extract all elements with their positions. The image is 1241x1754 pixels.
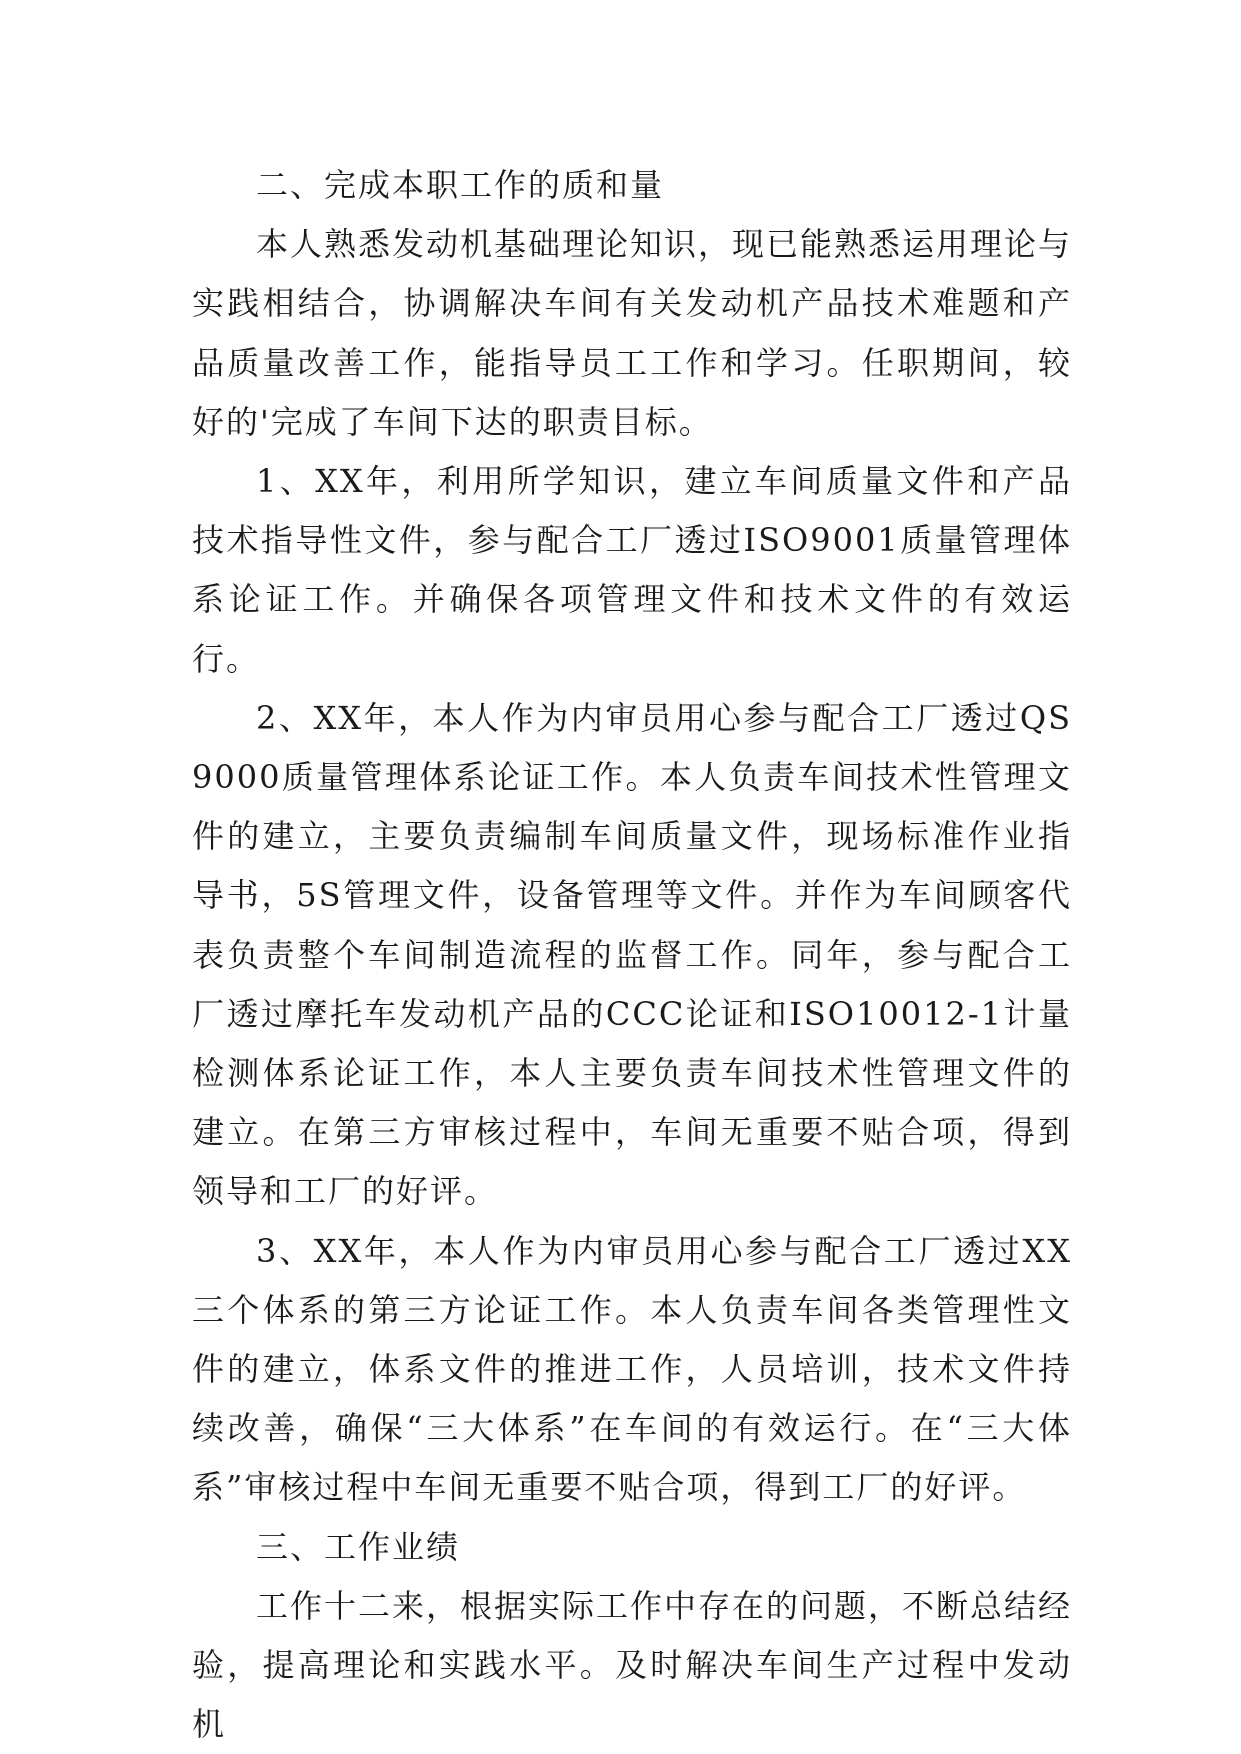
paragraph-item-1: 1、XX年，利用所学知识，建立车间质量文件和产品技术指导性文件，参与配合工厂透过ISO9001质量管理体系论证工作。并确保各项管理文件和技术文件的有效运行。: [192, 462, 1072, 678]
paragraph-achievements: 工作十二来，根据实际工作中存在的问题，不断总结经验，提高理论和实践水平。及时解决车间生产过程中发动机: [192, 1586, 1073, 1744]
paragraph-item-3: 3、XX年，本人作为内审员用心参与配合工厂透过XX三个体系的第三方论证工作。本人负责车间各类管理性文件的建立，体系文件的推进工作，人员培训，技术文件持续改善，确保“三大体系”在车间的有效运行。在“三大体系”审核过程中车间无重要不贴合项，得到工厂的好评。: [192, 1231, 1072, 1507]
section-heading-3: 三、工作业绩: [256, 1527, 461, 1566]
section-heading-2: 二、完成本职工作的质和量: [256, 166, 665, 204]
paragraph-intro: 本人熟悉发动机基础理论知识，现已能熟悉运用理论与实践相结合，协调解决车间有关发动机产品技术难题和产品质量改善工作，能指导员工工作和学习。任职期间，较好的'完成了车间下达的职责目标。: [192, 225, 1073, 441]
document-body: [192, 156, 1072, 1754]
paragraph-item-2: 2、XX年，本人作为内审员用心参与配合工厂透过QS9000质量管理体系论证工作。本人负责车间技术性管理文件的建立，主要负责编制车间质量文件，现场标准作业指导书，5S管理文件，设备管理等文件。并作为车间顾客代表负责整个车间制造流程的监督工作。同年，参与配合工厂透过摩托车发动机产品的CCC论证和ISO10012-1计量检测体系论证工作，本人主要负责车间技术性管理文件的建立。在第三方审核过程中，车间无重要不贴合项，得到领导和工厂的好评。: [192, 698, 1072, 1211]
